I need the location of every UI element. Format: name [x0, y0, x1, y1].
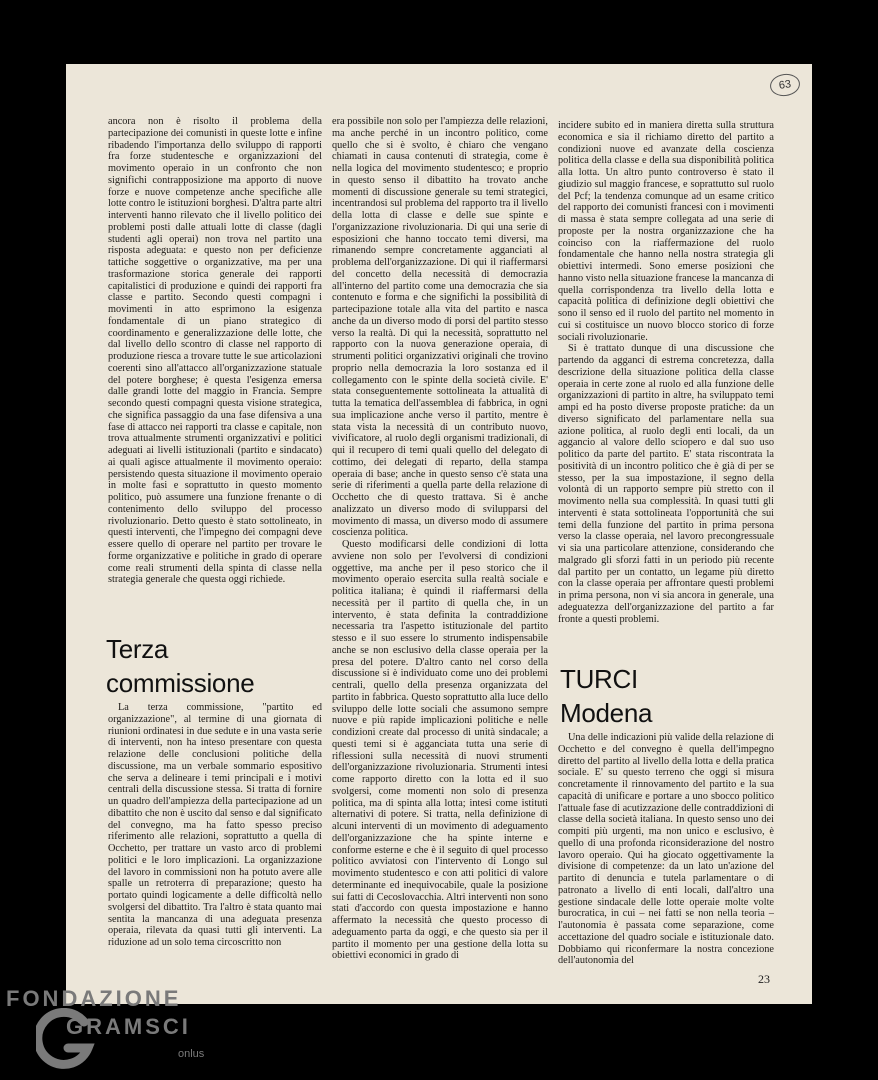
paragraph: Una delle indicazioni più valide della relazione di Occhetto e del convegno è quella dell'impegno diretto del partito al livello della lotta e della pratica sociale. E' su questo terreno che oggi si misura concretamente il rinnovamento del partito e la sua capacità di unificare e portare a uno sbocco politico l'attuale fase di acutizzazione delle contraddizioni di classe della società italiana. In questo senso uno dei compiti più urgenti, ma non unico e esclusivo, è quello di una profonda riconsiderazione del nostro lavoro operaio. Qui ha giocato oggettivamente la divisione di competenze: da un lato un'azione del partito di denuncia e tutela parlamentare o di patronato a livello di enti locali, dall'altro una gestione sindacale delle lotte operaie molte volte burocratica, in cui – nei fatti se non nella teoria – l'autonomia è passata come separazione, come accettazione del quadro sociale e istituzionale dato. Dobbiamo qui riconfermare la nostra concezione dell'autonomia del [558, 732, 774, 967]
column-1-bottom [108, 702, 322, 1002]
paragraph: La terza commissione, "partito ed organizzazione", al termine di una giornata di riunioni ordinatesi in due sedute e in una vasta serie di interventi, non ha inteso presentare con questa relazione delle conclusioni politiche della discussione, ma un verbale sommario espositivo che serva a delineare i temi principali e i motivi centrali della discussione stessa. Si tratta di fornire un quadro dell'ampiezza della partecipazione ad un dibattito che non è uscito dal senso e dal significato del convegno, ma ha fatto spesso preciso riferimento alle relazioni, soprattutto a quella di Occhetto, per trattare un vasto arco di problemi politici e le loro implicazioni. La organizzazione del lavoro in commissioni non ha potuto avere alle spalle un retroterra di preparazione; questo ha portato quindi logicamente a delle difficoltà nello svolgersi del dibattito. Tra l'altro è stata quanto mai sentita la mancanza di una adeguata presenza operaia, rilevata da quasi tutti gli interventi. La riduzione ad un solo tema circoscritto non [108, 702, 322, 948]
paragraph: ancora non è risolto il problema della partecipazione dei comunisti in queste lotte e infine ribadendo l'importanza dello sviluppo di rapporti fra forze studentesche e organizzazioni del movimento operaio in un confronto che non significhi contrapposizione ma apporto di nuove forze e nuove competenze anche specifiche alle lotte contro le istituzioni borghesi. D'altra parte altri interventi hanno rilevato che il livello politico dei problemi posti dalle attuali lotte di classe (dagli studenti agli operai) non trova nel partito una risposta adeguata: e questo non per deficienze tattiche soggettive o organizzative, ma per una trasformazione storica generale dei rapporti capitalistici di produzione e quindi dei rapporti fra classe e partito. Secondo questi compagni i movimenti in atto esprimono la esigenza fondamentale di un piano strategico di coordinamento e generalizzazione delle lotte, che dal livello dello scontro di classe nel rapporto di produzione riesca a trovare tutte le sue articolazioni coerenti sino all'attacco all'organizzazione statuale del potere borghese; è questa l'esigenza emersa dalle grandi lotte del maggio in Francia. Sempre secondo questi compagni questa visione strategica, che significa passaggio da una fase difensiva a una fase di attacco nei rapporti tra classe e capitale, non trova attualmente strumenti organizzativi e politici adeguati ai livelli istituzionali (partito e sindacato) ai quali agisce attualmente il movimento operaio: persistendo questa situazione il movimento operaio in molte fasi e soprattutto in questo momento politico, può assumere una funzione frenante o di contenimento dello sviluppo del processo rivoluzionario. Detto questo è stato sottolineato, in questi interventi, che l'impegno dei compagni deve essere quello di operare nel partito per trovare le forme organizzative e politiche in grado di operare come reali strumenti della spinta di classe nella strategia generale che questa oggi richiede. [108, 116, 322, 586]
paragraph: Si è trattato dunque di una discussione che partendo da agganci di estrema concretezza, dalla descrizione della situazione politica della classe operaia in certe zone al ruolo ed alla funzione delle organizzazioni di partito in altre, ha sviluppato temi ampi ed ha posto diverse proposte pratiche: da un diverso significato del parlamentare nella sua azione politica, al ruolo degli enti locali, da un aggancio al valore dello sciopero e dal suo uso politico da parte del partito. E' stata riscontrata la positività di un incontro politico che è già di per se stesso, per la sua impostazione, il segno della volontà di un rapporto sempre più stretto con il movimento nella sua complessità. In quasi tutti gli interventi è stata sottolineata l'opportunità che sui temi della funzione del partito in prima persona verso la classe operaia, nel lavoro precongressuale vi sia una particolare attenzione, considerando che malgrado gli sforzi fatti in un periodo più recente dal partito per un contatto, un legame più diretto con la classe operaia per affrontare questi problemi in prima persona, non vi sia ancora in generale, una adeguatezza dell'organizzazione del partito a far fronte a questi problemi. [558, 343, 774, 625]
section-heading-turci-modena [560, 662, 680, 730]
page-number: 23 [758, 972, 770, 986]
watermark-line-3: onlus [178, 1048, 205, 1060]
heading-text: TURCI Modena [560, 664, 653, 728]
column-1-top [108, 116, 322, 676]
document-page [66, 64, 812, 1004]
paragraph: Questo modificarsi delle condizioni di lotta avviene non solo per l'evolversi di condizioni oggettive, ma anche per il peso storico che il movimento operaio esercita sulla realtà sociale e politica italiana; è quindi il riaffermarsi della necessità per il partito di quella che, in un intervento, è stata definita la contraddizione necessaria tra l'aspetto istituzionale del partito stesso e il suo essere lo strumento indispensabile anche se non esclusivo della classe operaia per la presa del potere. D'altro canto nel corso della discussione si è individuato come uno dei problemi centrali, quello della presenza organizzata del partito in fabbrica. Questo soprattutto alla luce dello sviluppo delle lotte sociali che assumono sempre nuove e più rapide implicazioni politiche e nelle condizioni create dal processo di unità sindacale; a questi temi si è agganciata tutta una serie di riflessioni sulla necessità di nuovi strumenti dell'organizzazione rivoluzionaria. Strumenti intesi come rapporto diretto con la lotta ed il suo svolgersi, come momenti non solo di presenza politica, ma di spinta alla lotta; intesi come istituti alternativi di potere. Si tratta, nella definizione di alcuni interventi di un movimento di adeguamento dell'organizzazione che ha spinte interne e conforme esterne e che è il seguito di quel processo politico avviatosi con l'intervento di Longo sul movimento studentesco e con atti politici di valore determinante ed inequivocabile, quale la posizione sui fatti di Cecoslovacchia. Altri interventi non sono stati d'accordo con questa impostazione e hanno affermato la necessità che questo processo di adeguamento parta da oggi, e che questo sia per il partito il momento per una gestione della lotta su obiettivi economici in grado di [332, 539, 548, 962]
paragraph: era possibile non solo per l'ampiezza delle relazioni, ma anche perché in un incontro politico, come quello che si è svolto, è chiaro che vengano chiamati in causa contenuti di strategia, come è nella logica del movimento studentesco; e proprio in questo senso il dibattito ha trovato anche momenti di discussione generale su temi strategici, incentrandosi sul problema del rapporto tra il livello della lotta di classe e delle sue spinte e l'organizzazione rivoluzionaria. Di qui una serie di esposizioni che hanno toccato temi diversi, ma rimanendo sempre concretamente agganciati al problema dell'organizzazione. Di qui il riaffermarsi del concetto della necessità di democrazia all'interno del partito come una democrazia che sia contenuto e forma e che significhi la possibilità di partecipazione totale alla vita del partito e nasca anche da un diverso modo di porsi del partito stesso verso la realtà. Di qui la necessità, soprattutto nel rapporto con la nuova generazione operaia, di strumenti politici organizzativi originali che trovino proprio nella democrazia la loro sostanza ed il collegamento con le spinte della società civile. E' stata conseguentemente sottolineata la attualità di tutta la tematica dell'assemblea di fabbrica, in ogni sua implicazione anche verso il partito, mentre è stata vista la necessità di un contributo nuovo, vivificatore, al ruolo degli organismi tradizionali, di qui il recupero di temi quali quello del delegato di cottimo, dei delegati di reparto, della stampa operaia di base; anche in questo senso c'è stata una serie di riferimenti a quella parte della relazione di Occhetto che di questo trattava. Si è anche analizzato un diverso modo di svilupparsi del movimento di massa, un diverso modo di assumere coscienza politica. [332, 116, 548, 539]
handwritten-page-number: 63 [769, 72, 802, 98]
paragraph: incidere subito ed in maniera diretta sulla struttura economica e sia il richiamo diretto del partito a condizioni nuove ed avanzate della coscienza politica della classe e della sua disponibilità politica alla lotta. Un altro punto controverso è stato il giudizio sul maggio francese, e soprattutto sul ruolo del Pcf; la tendenza comunque ad un esame critico del rapporto dei comunisti francesi con i movimenti di massa è stata sempre collegata ad una serie di proposte per la nostra organizzazione che ha coinciso con la riaffermazione del ruolo fondamentale che hanno nella nostra strategia gli obiettivi intermedi. Sono emerse posizioni che hanno visto nella situazione francese la mancanza di quella corrispondenza tra livello della lotta e capacità politica di definizione degli obiettivi che sono il senso ed il ruolo del partito nel momento in cui si costituisce un nuovo blocco storico di forze sociali rivoluzionarie. [558, 120, 774, 343]
column-2 [332, 116, 548, 1002]
column-3-top [558, 120, 774, 640]
watermark-line-2: GRAMSCI [66, 1014, 191, 1039]
watermark-line-1: FONDAZIONE [6, 986, 182, 1011]
section-heading-terza-commissione [106, 632, 286, 700]
heading-text: Terza commissione [106, 634, 255, 698]
column-3-bottom [558, 732, 774, 1002]
